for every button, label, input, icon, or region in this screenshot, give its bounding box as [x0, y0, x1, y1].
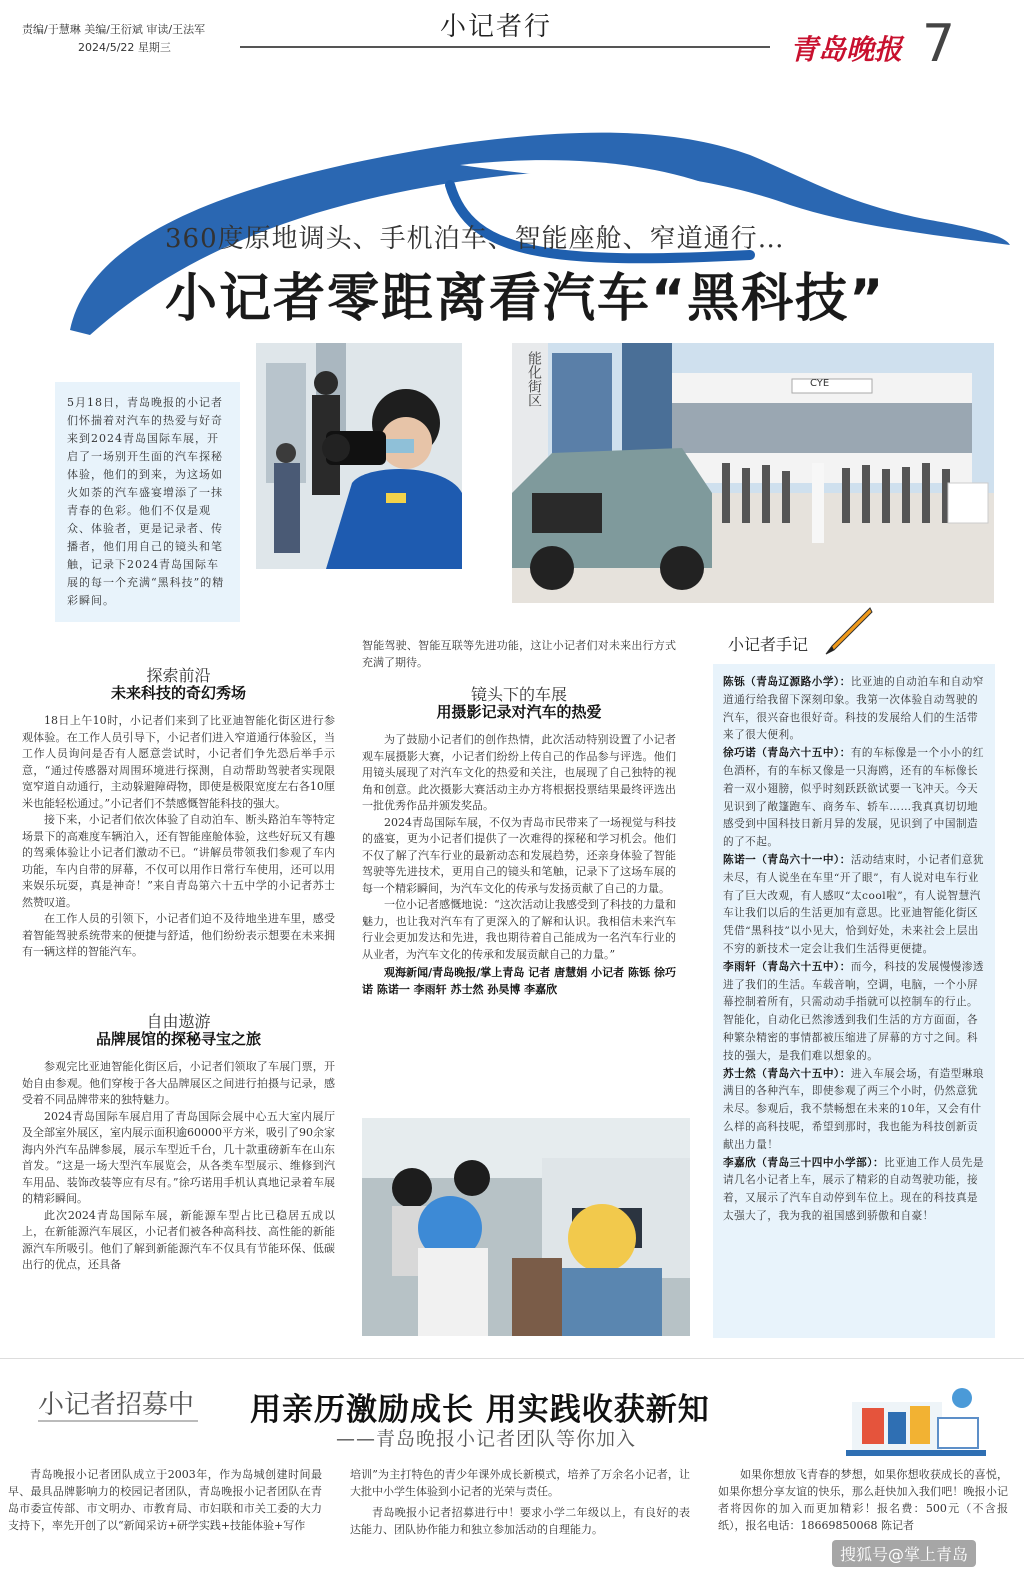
note-entry — [723, 852, 985, 959]
photo-kids-in-car — [362, 1118, 690, 1336]
intro-box: 5月18日，青岛晚报的小记者们怀揣着对汽车的热爱与好奇来到2024青岛国际车展，开启了一场别开生面的汽车探秘体验，他们的到来，为这场如火如荼的汽车盛宴增添了一抹青春的色彩。他们不仅是观众、体验者，更是记录者、传播者，他们用自己的镜头和笔触，记录下2024青岛国际车展的每一个充满“黑科技”的精彩瞬间。 — [55, 382, 240, 622]
section2-paragraph: 2024青岛国际车展启用了青岛国际会展中心五大室内展厅及全部室外展区，室内展示面积逾60000平方米，吸引了90余家海内外汽车品牌参展，展示车型近千台，几十款重磅新车在山东首发。“这是一场大型汽车展览会，从各类车型展示、维修到汽车用品、装饰改装等应有尽有。”徐巧诺用手机认真地记录着车展的精彩瞬间。 — [22, 1109, 335, 1205]
recruit-title: 用亲历激励成长 用实践收获新知 — [250, 1392, 710, 1428]
note-author: 苏士然（青岛六十五中）： — [723, 1067, 851, 1080]
section2-title: 品牌展馆的探秘寻宝之旅 — [95, 1029, 261, 1048]
section-divider — [0, 1358, 1024, 1359]
recruit-paragraph: 如果你想放飞青春的梦想，如果你想收获成长的喜悦，如果你想分享友谊的快乐，那么赶快加入我们吧！晚报小记者将因你的加入而更加精彩！报名费：500元（不含报纸），报名电话：18669850068 陈记者 — [718, 1468, 1008, 1532]
section3-paragraph: 为了鼓励小记者们的创作热情，此次活动特别设置了小记者观车展摄影大赛，小记者们纷纷上传自己的作品参与评选。他们用镜头展现了对汽车文化的热爱和关注，也展现了自己独特的视角和创意。此次摄影大赛活动主办方将根据投票结果最终评选出一批优秀作品并颁发奖品。 — [362, 733, 676, 812]
note-text: 比亚迪的自动泊车和自动窄道通行给我留下深刻印象。我第一次体验自动驾驶的汽车，很兴奋也很好奇。科技的发展给人们的生活带来了很大便利。 — [723, 676, 984, 742]
section1-kicker: 探索前沿 — [146, 666, 211, 685]
note-entry — [723, 745, 985, 852]
note-entry — [723, 959, 985, 1066]
note-text: 比亚迪工作人员先是请几名小记者上车，展示了精彩的自动驾驶功能，接着，又展示了汽车自动停到车位上。现在的科技真是太强大了，我为我的祖国感到骄傲和自豪！ — [723, 1156, 984, 1222]
sohu-watermark: 搜狐号@掌上青岛 — [832, 1540, 976, 1567]
recruit-column-1 — [8, 1466, 322, 1570]
note-entry — [723, 674, 985, 745]
section3-paragraph: 一位小记者感慨地说：“这次活动让我感受到了科技的力量和魅力，也让我对汽车有了更深入的了解和认识。我相信未来汽车行业会更加发达和先进，我也期待着自己能成为一名汽车行业的从业者，为汽车文化的传承和发展贡献自己的力量。” — [362, 898, 676, 961]
photo-boy-with-camera — [256, 343, 462, 569]
column2-continuation: 智能驾驶、智能互联等先进功能，这让小记者们对未来出行方式充满了期待。 — [362, 639, 676, 669]
note-author: 李雨轩（青岛六十五中）： — [723, 960, 851, 973]
note-text: 进入车展会场，有造型琳琅满目的各种汽车，即使参观了两三个小时，仍然意犹未尽。参观后，我不禁畅想在未来的10年，又会有什么样的高科技呢，希望到那时，我也能为科技创新贡献出力量！ — [723, 1067, 984, 1151]
photo-brand-label: CYE — [810, 378, 830, 389]
issue-date: 2024/5/22 星期三 — [78, 41, 171, 54]
note-entry — [723, 1066, 985, 1155]
masthead-rule — [240, 46, 770, 48]
section1-paragraph: 18日上午10时，小记者们来到了比亚迪智能化街区进行参观体验。在工作人员引导下，小记者们进入窄道通行体验区，当工作人员询问是否有人愿意尝试时，小记者们争先恐后举手示意，“通过传感器对周围环境进行探测，自动帮助驾驶者实现限宽窄道自动通行，主动躲避障碍物，即使是极限宽度左右各10厘米也能轻松通过。”小记者们不禁感慨智能科技的强大。 — [22, 714, 335, 810]
recruit-paragraph: 培训”为主打特色的青少年课外成长新模式，培养了万余名小记者，让大批中小学生体验到小记者的光荣与责任。 — [350, 1468, 690, 1498]
notes-label: 小记者手记 — [728, 635, 809, 654]
article-byline: 观海新闻/青岛晚报/掌上青岛 记者 唐慧娟 小记者 陈铄 徐巧诺 陈诺一 李雨轩 苏士然 孙昊博 李嘉欣 — [362, 966, 676, 996]
note-author: 陈铄（青岛辽源路小学）： — [723, 676, 851, 688]
note-text: 而今，科技的发展慢慢渗透进了我们的生活。车载音响，空调，电脑，一个小屏幕控制着所有，只需动动手指就可以控制车的行止。智能化，自动化已然渗透到我们生活的方方面面，各种繁杂精密的事情都被压缩进了屏幕的方寸之间。科技的强大，是我们难以想象的。 — [723, 960, 984, 1062]
recruit-column-2 — [350, 1466, 690, 1570]
section2-paragraph: 参观完比亚迪智能化街区后，小记者们领取了车展门票，开始自由参观。他们穿梭于各大品牌展区之间进行拍摄与记录，感受着不同品牌带来的独特魅力。 — [22, 1060, 335, 1106]
article-column-1b — [22, 1014, 335, 1344]
section1-paragraph: 在工作人员的引领下，小记者们迫不及待地坐进车里，感受着智能驾驶系统带来的便捷与舒适，他们纷纷表示想要在未来拥有一辆这样的智能汽车。 — [22, 912, 335, 958]
section-title: 小记者行 — [440, 12, 553, 42]
section2-kicker: 自由遨游 — [146, 1012, 211, 1031]
recruit-label: 小记者招募中 — [38, 1390, 195, 1420]
reporter-notes-box — [713, 664, 995, 1338]
headline-title: 小记者零距离看汽车“黑科技” — [165, 269, 886, 329]
section3-title: 用摄影记录对汽车的热爱 — [436, 702, 602, 721]
recruit-label-rule — [38, 1420, 198, 1422]
editor-credits: 责编/于慧琳 美编/王衍斌 审读/王法军 — [22, 23, 206, 36]
article-column-2 — [362, 638, 676, 1108]
pencil-icon — [820, 604, 876, 656]
paper-name-logo: 青岛晚报 — [790, 33, 903, 66]
recruit-subtitle: ——青岛晚报小记者团队等你加入 — [336, 1428, 637, 1450]
books-illustration-icon — [842, 1382, 992, 1462]
note-author: 徐巧诺（青岛六十五中）： — [723, 747, 851, 760]
photo-sign-label: 能化街区 — [526, 351, 542, 407]
note-author: 李嘉欣（青岛三十四中小学部）： — [723, 1156, 885, 1169]
section3-paragraph: 2024青岛国际车展，不仅为青岛市民带来了一场视觉与科技的盛宴，更为小记者们提供了一次难得的探秘和学习机会。他们不仅了解了汽车行业的最新动态和发展趋势，还亲身体验了智能驾驶等先进技术，更用自己的镜头和笔触，记录下了这场车展的每一个精彩瞬间，为汽车文化的传承与发扬贡献了自己的力量。 — [362, 815, 676, 895]
article-column-1 — [22, 668, 335, 1008]
headline-subhead: 360度原地调头、手机泊车、智能座舱、窄道通行… — [165, 224, 785, 254]
recruit-paragraph: 青岛晚报小记者招募进行中！要求小学二年级以上，有良好的表达能力、团队协作能力和独立参加活动的自理能力。 — [350, 1506, 690, 1536]
photo-car-exhibition-outdoor — [512, 343, 994, 603]
recruit-paragraph: 青岛晚报小记者团队成立于2003年，作为岛城创建时间最早、最具品牌影响力的校园记者团队，青岛晚报小记者团队在青岛市委宣传部、市文明办、市教育局、市妇联和市关工委的大力支持下，率先开创了以“新闻采访+研学实践+技能体验+写作 — [8, 1468, 322, 1532]
section2-paragraph: 此次2024青岛国际车展，新能源车型占比已稳居五成以上，在新能源汽车展区，小记者们被各种高科技、高性能的新能源汽车所吸引。他们了解到新能源汽车不仅具有节能环保、低碳出行的优点，还具备 — [22, 1208, 335, 1271]
page-number: 7 — [922, 14, 956, 74]
note-text: 活动结束时，小记者们意犹未尽，有人说坐在车里“开了眼”，有人说对电车行业有了巨大改观，有人感叹“太cool啦”，有人说智慧汽车让我们以后的生活更加有意思。比亚迪智能化街区凭借“黑科技”以小见大，恰到好处，未来社会上层出不穷的新技术一定会让我们生活得更便捷。 — [723, 853, 984, 955]
note-text: 有的车标像是一个小小的红色酒杯，有的车标又像是一只海鸥，还有的车标像长着一双小翅膀，似乎时刻跃跃欲试要一飞冲天。今天见识到了敞篷跑车、商务车、轿车……我真真切切地感受到中国科技日新月异的发展，见识到了中国制造的了不起。 — [723, 747, 984, 849]
section1-title: 未来科技的奇幻秀场 — [110, 683, 246, 702]
note-entry — [723, 1155, 985, 1226]
section3-kicker: 镜头下的车展 — [470, 685, 567, 704]
note-author: 陈诺一（青岛六十一中）： — [723, 853, 851, 866]
section1-paragraph: 接下来，小记者们依次体验了自动泊车、断头路泊车等特定场景下的高难度车辆泊入，还有智能座舱体验，这些好玩又有趣的驾乘体验让小记者们激动不已。“讲解员带领我们参观了车内功能，车内自带的屏幕，不仅可以用作日常行车使用，还可以用来娱乐玩耍，真是神奇！”来自青岛第六十五中学的小记者苏士然赞叹道。 — [22, 813, 335, 909]
